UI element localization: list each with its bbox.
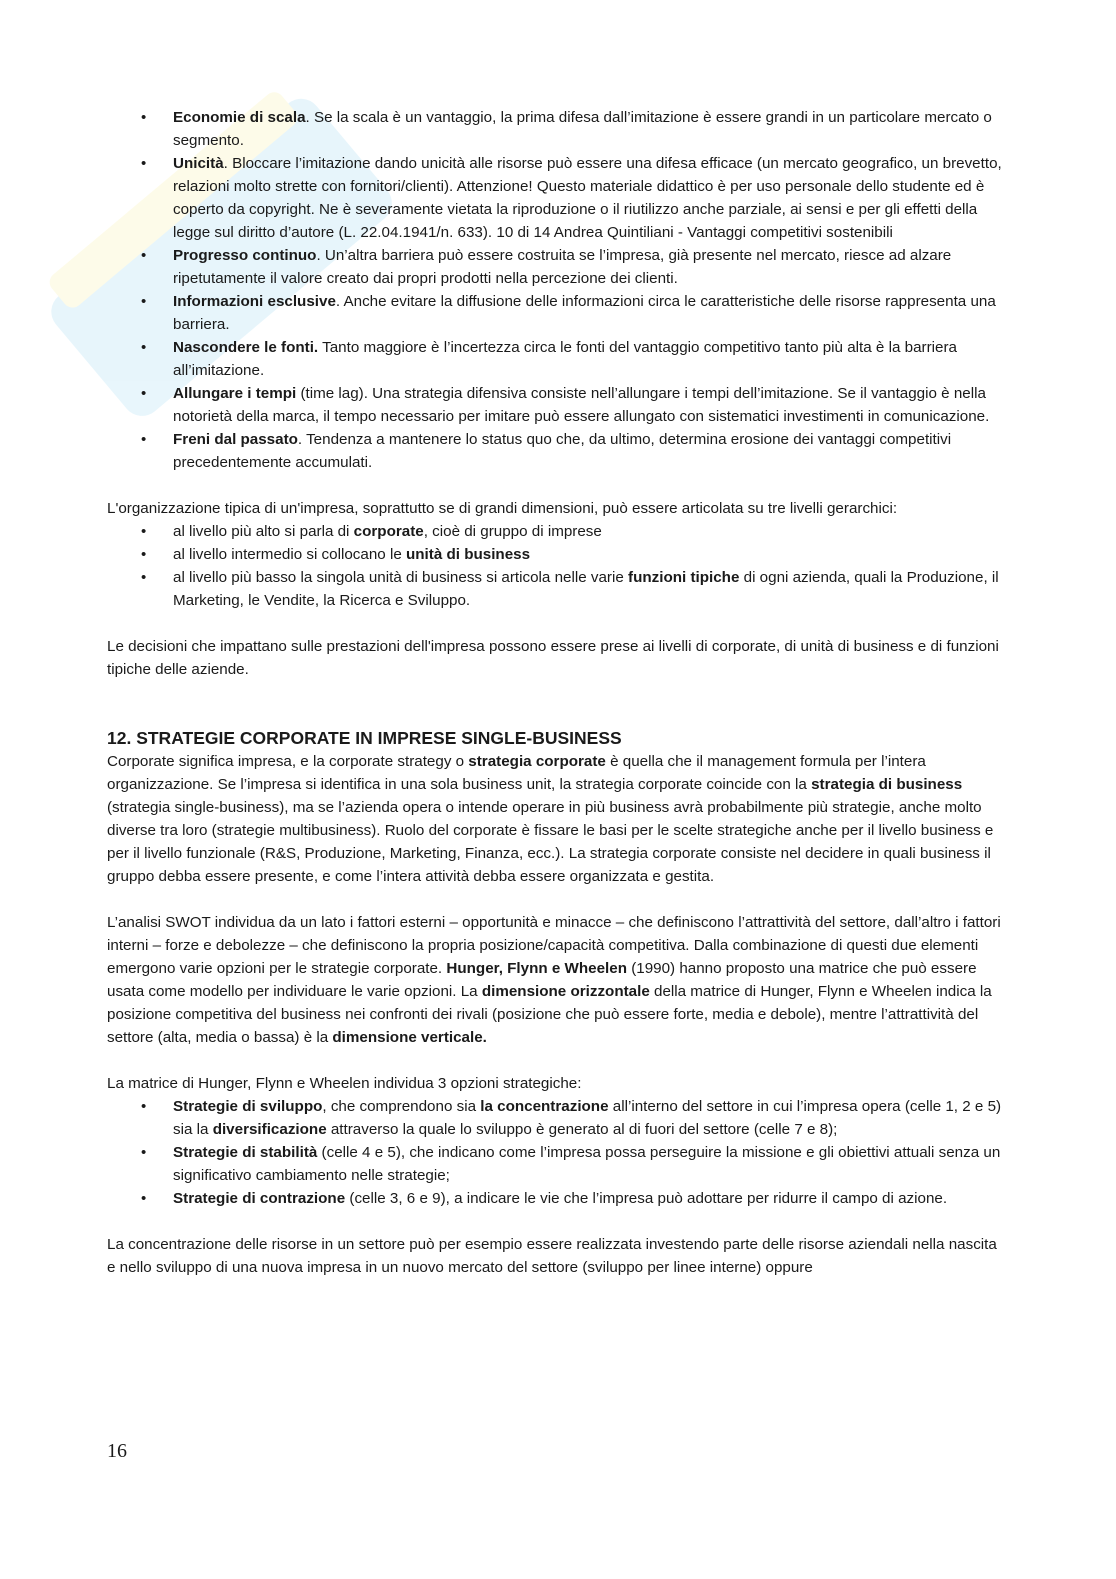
swot-paragraph: L’analisi SWOT individua da un lato i fattori esterni – opportunità e minacce – che definiscono l’attrattività del settore, dall’altro i fattori interni – forze e debolezze – che definiscono la propria posizione/capacità competitiva. Dalla combinazione di questi due elementi emergono varie opzioni per le strategie corporate. Hunger, Flynn e Wheelen (1990) hanno proposto una matrice che può essere usata come modello per individuare le varie opzioni. La dimensione orizzontale della matrice di Hunger, Flynn e Wheelen indica la posizione competitiva del business nei confronti dei rivali (posizione che può essere forte, media e debole), mentre l’attrattività del settore (alta, media o bassa) è la dimensione verticale.	[107, 914, 1001, 1046]
list-item: • Informazioni esclusive. Anche evitare la diffusione delle informazioni circa le caratteristiche delle risorse rappresenta una barriera.	[173, 290, 1007, 336]
concentration-paragraph: La concentrazione delle risorse in un settore può per esempio essere realizzata investendo parte delle risorse aziendali nella nascita e nello sviluppo di una nuova impresa in un nuovo mercato del settore (sviluppo per linee interne) oppure	[107, 1236, 997, 1276]
list-item: • Freni dal passato. Tendenza a mantenere lo status quo che, da ultimo, determina erosione dei vantaggi competitivi precedentemente accumulati.	[173, 428, 1007, 474]
list-item: • Progresso continuo. Un’altra barriera può essere costruita se l’impresa, già presente nel mercato, riesce ad alzare ripetutamente il valore creato dai propri prodotti nella percezione dei clienti.	[173, 244, 1007, 290]
list-item: • Allungare i tempi (time lag). Una strategia difensiva consiste nell’allungare i tempi dell’imitazione. Se il vantaggio è nella notorietà della marca, il tempo necessario per imitare può essere allungato con sistematici investimenti in comunicazione.	[173, 382, 1007, 428]
section-heading: 12. STRATEGIE CORPORATE IN IMPRESE SINGLE-BUSINESS	[107, 728, 622, 748]
corporate-paragraph: Corporate significa impresa, e la corporate strategy o strategia corporate è quella che il management formula per l’intera organizzazione. Se l’impresa si identifica in una sola business unit, la strategia corporate coincide con la strategia di business (strategia single-business), ma se l’azienda opera o intende operare in più business avrà probabilmente più strategie, anche molto diverse tra loro (strategie multibusiness). Ruolo del corporate è fissare le basi per le scelte strategiche anche per il livello business e per il livello funzionale (R&S, Produzione, Marketing, Finanza, ecc.). La strategia corporate consiste nel decidere in quali business il gruppo debba essere presente, e come l’intera attività debba essere organizzata e gestita.	[107, 753, 994, 885]
list-item: • Strategie di stabilità (celle 4 e 5), che indicano come l’impresa possa perseguire la missione e gli obiettivi attuali senza un significativo cambiamento nelle strategie;	[173, 1141, 1007, 1187]
page-number: 16	[107, 1440, 127, 1462]
list-item: • Strategie di contrazione (celle 3, 6 e 9), a indicare le vie che l’impresa può adottare per ridurre il campo di azione.	[173, 1187, 1007, 1210]
list-item: • Economie di scala. Se la scala è un vantaggio, la prima difesa dall’imitazione è essere grandi in un particolare mercato o segmento.	[173, 106, 1007, 152]
list-item: • al livello più basso la singola unità di business si articola nelle varie funzioni tipiche di ogni azienda, quali la Produzione, il Marketing, le Vendite, la Ricerca e Sviluppo.	[173, 566, 1007, 612]
decisions-paragraph: Le decisioni che impattano sulle prestazioni dell'impresa possono essere prese ai livelli di corporate, di unità di business e di funzioni tipiche delle aziende.	[107, 638, 999, 678]
imitation-barriers-list	[107, 106, 1007, 474]
list-item: • Strategie di sviluppo, che comprendono sia la concentrazione all’interno del settore in cui l’impresa opera (celle 1, 2 e 5) sia la diversificazione attraverso la quale lo sviluppo è generato al di fuori del settore (celle 7 e 8);	[173, 1095, 1007, 1141]
matrix-intro-paragraph: La matrice di Hunger, Flynn e Wheelen individua 3 opzioni strategiche:	[107, 1075, 582, 1092]
org-levels-list	[107, 520, 1007, 612]
document-page	[107, 106, 1007, 1279]
list-item: • al livello più alto si parla di corporate, cioè di gruppo di imprese	[173, 520, 1007, 543]
org-intro-paragraph: L'organizzazione tipica di un'impresa, soprattutto se di grandi dimensioni, può essere articolata su tre livelli gerarchici:	[107, 500, 898, 517]
strategy-options-list	[107, 1095, 1007, 1210]
list-item: • al livello intermedio si collocano le unità di business	[173, 543, 1007, 566]
list-item: • Nascondere le fonti. Tanto maggiore è l’incertezza circa le fonti del vantaggio competitivo tanto più alta è la barriera all’imitazione.	[173, 336, 1007, 382]
list-item: • Unicità. Bloccare l’imitazione dando unicità alle risorse può essere una difesa efficace (un mercato geografico, un brevetto, relazioni molto strette con fornitori/clienti). Attenzione! Questo materiale didattico è per uso personale dello studente ed è coperto da copyright. Ne è severamente vietata la riproduzione o il riutilizzo anche parziale, ai sensi e per gli effetti della legge sul diritto d’autore (L. 22.04.1941/n. 633). 10 di 14 Andrea Quintiliani - Vantaggi competitivi sostenibili	[173, 152, 1007, 244]
